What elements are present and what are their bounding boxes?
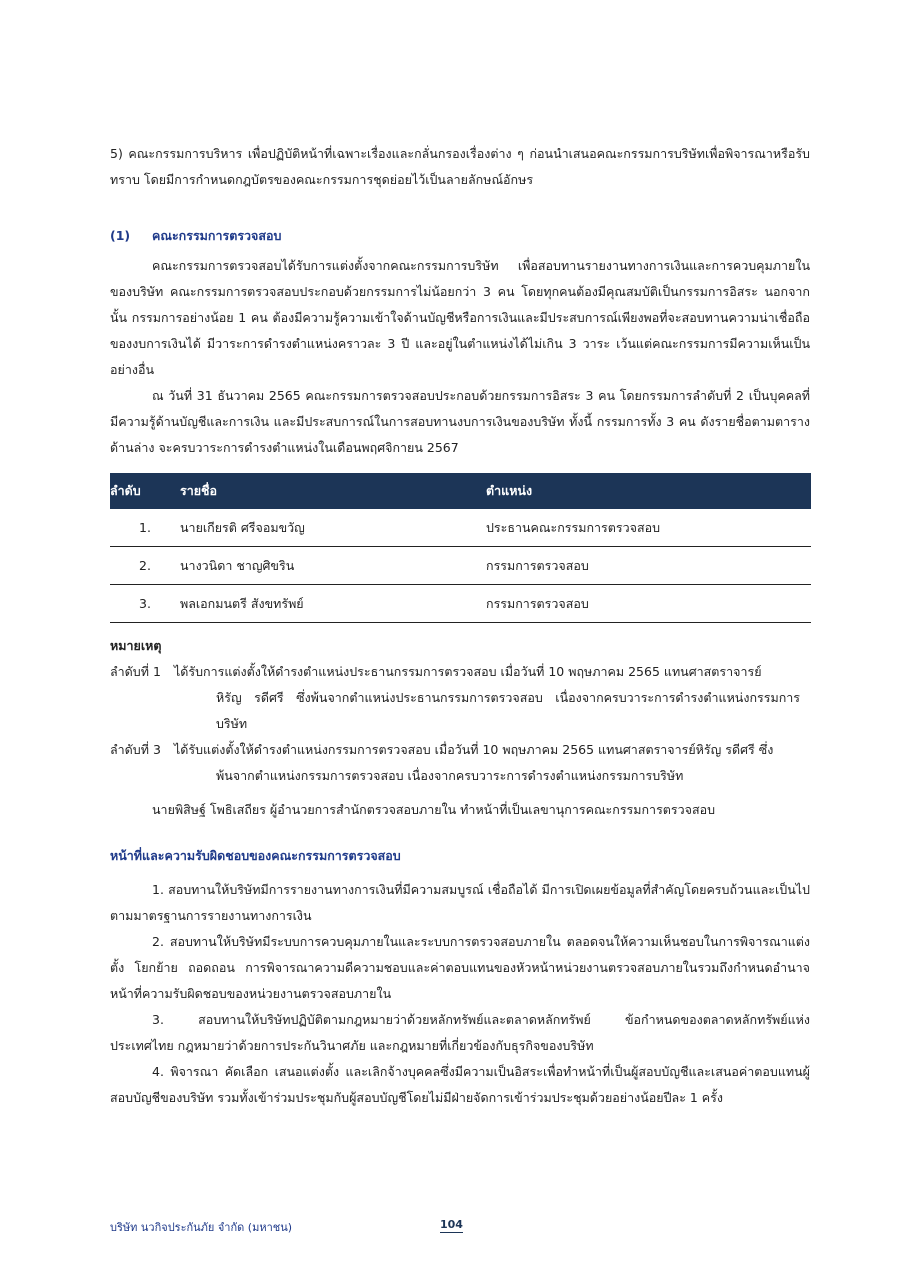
- note-label: ลำดับที่ 3: [110, 742, 161, 757]
- intro-paragraph: 5) คณะกรรมการบริหาร เพื่อปฏิบัติหน้าที่เฉพาะเรื่องและกลั่นกรองเรื่องต่าง ๆ ก่อนนำเสนอคณะกรรมการบริษัทเพื่อพิจารณาหรือรับทราบ โดยมีการกำหนดกฎบัตรของคณะกรรมการชุดย่อยไว้เป็นลายลักษณ์อักษร: [110, 146, 810, 187]
- page-number: 104: [440, 1218, 463, 1231]
- section-number: (1): [110, 228, 131, 243]
- row-name: นางวนิดา ชาญศิขริน: [180, 547, 486, 585]
- note-text: ได้รับแต่งตั้งให้ดำรงตำแหน่งกรรมการตรวจสอบ เมื่อวันที่ 10 พฤษภาคม 2565 แทนศาสตราจารย์หิรัญ รดีศรี ซึ่ง: [174, 742, 774, 757]
- row-position: ประธานคณะกรรมการตรวจสอบ: [486, 509, 811, 547]
- header-name: รายชื่อ: [180, 473, 486, 509]
- row-position: กรรมการตรวจสอบ: [486, 547, 811, 585]
- duty-item: 2. สอบทานให้บริษัทมีระบบการควบคุมภายในและระบบการตรวจสอบภายใน ตลอดจนให้ความเห็นชอบในการพิจารณาแต่งตั้ง โยกย้าย ถอดถอน การพิจารณาความดีความชอบและค่าตอบแทนของหัวหน้าหน่วยงานตรวจสอบภายในรวมถึงกำหนดอำนาจหน้าที่ความรับผิดชอบของหน่วยงานตรวจสอบภายใน: [110, 934, 810, 1001]
- footer-company: บริษัท นวกิจประกันภัย จำกัด (มหาชน): [110, 1221, 293, 1234]
- secretary-note: นายพิสิษฐ์ โพธิเสถียร ผู้อำนวยการสำนักตรวจสอบภายใน ทำหน้าที่เป็นเลขานุการคณะกรรมการตรวจสอบ: [152, 802, 716, 817]
- audit-committee-table: [110, 473, 811, 623]
- row-order: 2.: [110, 547, 180, 585]
- note-item: [110, 659, 810, 737]
- section-title: คณะกรรมการตรวจสอบ: [152, 228, 282, 243]
- note-text-block: [174, 737, 800, 789]
- header-order: ลำดับ: [110, 473, 180, 509]
- section-paragraph-2: ณ วันที่ 31 ธันวาคม 2565 คณะกรรมการตรวจสอบประกอบด้วยกรรมการอิสระ 3 คน โดยกรรมการลำดับที่ 2 เป็นบุคคลที่มีความรู้ด้านบัญชีและการเงิน และมีประสบการณ์ในการสอบทานงบการเงินของบริษัท ทั้งนี้ กรรมการทั้ง 3 คน ดังรายชื่อตามตารางด้านล่าง จะครบวาระการดำรงตำแหน่งในเดือนพฤศจิกายน 2567: [110, 388, 810, 455]
- note-item: [110, 737, 810, 789]
- duty-item: 4. พิจารณา คัดเลือก เสนอแต่งตั้ง และเลิกจ้างบุคคลซึ่งมีความเป็นอิสระเพื่อทำหน้าที่เป็นผู้สอบบัญชีและเสนอค่าตอบแทนผู้สอบบัญชีของบริษัท รวมทั้งเข้าร่วมประชุมกับผู้สอบบัญชีโดยไม่มีฝ่ายจัดการเข้าร่วมประชุมด้วยอย่างน้อยปีละ 1 ครั้ง: [110, 1064, 810, 1105]
- document-page: [110, 0, 810, 1111]
- duty-item: 1. สอบทานให้บริษัทมีการรายงานทางการเงินที่มีความสมบูรณ์ เชื่อถือได้ มีการเปิดเผยข้อมูลที่สำคัญโดยครบถ้วนและเป็นไปตามมาตรฐานการรายงานทางการเงิน: [110, 882, 810, 923]
- row-order: 3.: [110, 585, 180, 623]
- section-paragraph-1: คณะกรรมการตรวจสอบได้รับการแต่งตั้งจากคณะกรรมการบริษัท เพื่อสอบทานรายงานทางการเงินและการควบคุมภายในของบริษัท คณะกรรมการตรวจสอบประกอบด้วยกรรมการไม่น้อยกว่า 3 คน โดยทุกคนต้องมีคุณสมบัติเป็นกรรมการอิสระ นอกจากนั้น กรรมการอย่างน้อย 1 คน ต้องมีความรู้ความเข้าใจด้านบัญชีหรือการเงินและมีประสบการณ์เพียงพอที่จะสอบทานความน่าเชื่อถือของงบการเงินได้ มีวาระการดำรงตำแหน่งคราวละ 3 ปี และอยู่ในตำแหน่งได้ไม่เกิน 3 วาระ เว้นแต่คณะกรรมการมีความเห็นเป็นอย่างอื่น: [110, 258, 810, 377]
- note-text-continued: หิรัญ รดีศรี ซึ่งพ้นจากตำแหน่งประธานกรรมการตรวจสอบ เนื่องจากครบวาระการดำรงตำแหน่งกรรมการบริษัท: [216, 690, 800, 731]
- section-heading: [110, 223, 810, 249]
- row-order: 1.: [110, 509, 180, 547]
- duty-item: 3. สอบทานให้บริษัทปฏิบัติตามกฎหมายว่าด้วยหลักทรัพย์และตลาดหลักทรัพย์ ข้อกำหนดของตลาดหลักทรัพย์แห่งประเทศไทย กฎหมายว่าด้วยการประกันวินาศภัย และกฎหมายที่เกี่ยวข้องกับธุรกิจของบริษัท: [110, 1012, 810, 1053]
- table-header-row: [110, 473, 811, 509]
- note-text-continued: พ้นจากตำแหน่งกรรมการตรวจสอบ เนื่องจากครบวาระการดำรงตำแหน่งกรรมการบริษัท: [216, 768, 684, 783]
- note-text-block: [174, 659, 800, 737]
- duties-title: หน้าที่และความรับผิดชอบของคณะกรรมการตรวจสอบ: [110, 848, 401, 863]
- note-text: ได้รับการแต่งตั้งให้ดำรงตำแหน่งประธานกรรมการตรวจสอบ เมื่อวันที่ 10 พฤษภาคม 2565 แทนศาสตราจารย์: [174, 664, 762, 679]
- row-name: พลเอกมนตรี สังขทรัพย์: [180, 585, 486, 623]
- note-label: ลำดับที่ 1: [110, 664, 161, 679]
- notes-title: หมายเหตุ: [110, 638, 162, 653]
- header-position: ตำแหน่ง: [486, 473, 811, 509]
- row-name: นายเกียรติ ศรีจอมขวัญ: [180, 509, 486, 547]
- row-position: กรรมการตรวจสอบ: [486, 585, 811, 623]
- table-row: [110, 547, 811, 585]
- table-row: [110, 585, 811, 623]
- table-row: [110, 509, 811, 547]
